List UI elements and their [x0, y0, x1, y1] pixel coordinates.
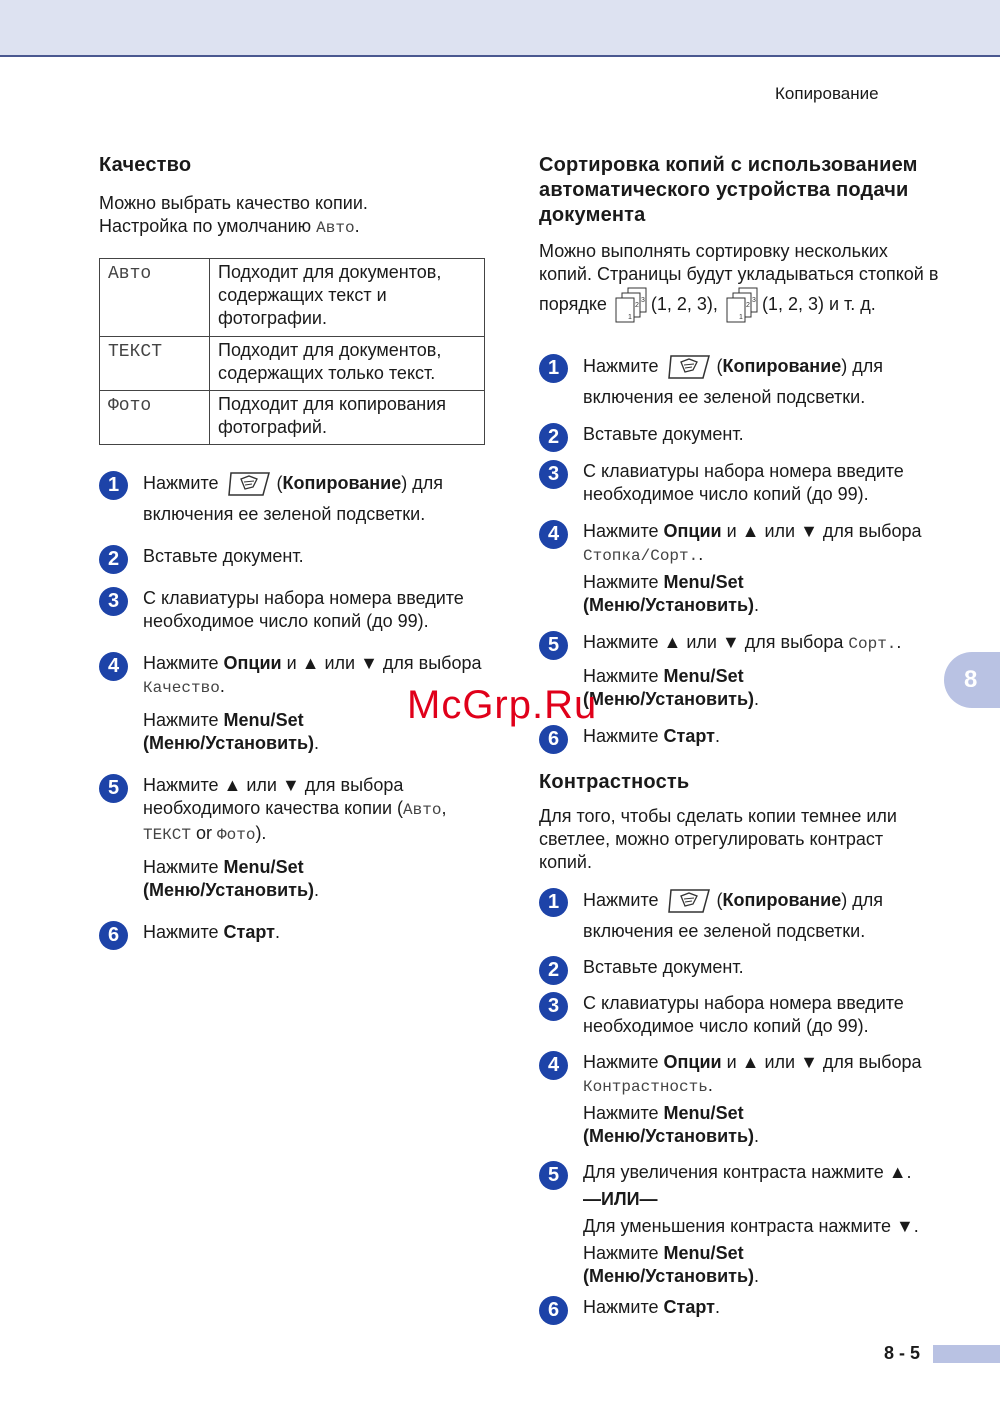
sorting-intro: Можно выполнять сортировку нескольких копий. Страницы будут укладываться стопкой в порядке 3 2 1 (1, 2, 3), 3 2 1 (1, 2, 3) и т. д. [539, 240, 939, 330]
contrast-step-1: 1 Нажмите (Копирование) для включения ее зеленой подсветки. [539, 888, 939, 943]
step-number: 6 [539, 725, 568, 754]
table-row [100, 259, 485, 337]
top-banner [0, 0, 1000, 57]
sorting-section [539, 153, 939, 1319]
step-number: 3 [99, 587, 128, 616]
quality-step-4: 4 Нажмите Опции и ▲ или ▼ для выбора Качество. Нажмите Menu/Set (Меню/Установить). [99, 652, 499, 755]
svg-text:3: 3 [751, 297, 756, 304]
stack-order-icon [614, 286, 650, 330]
quality-title: Качество [99, 154, 192, 176]
step-number: 4 [539, 1051, 568, 1080]
contrast-step-5: 5 Для увеличения контраста нажмите ▲. —ИЛИ— Для уменьшения контраста нажмите ▼. Нажмите Menu/Set (Меню/Установить). [539, 1161, 939, 1288]
sorting-step-3: 3 С клавиатуры набора номера введите необходимое число копий (до 99). [539, 460, 939, 506]
table-cell-desc: Подходит для копирования фотографий. [210, 391, 485, 445]
step-number: 4 [539, 520, 568, 549]
step-number: 1 [99, 471, 128, 500]
sorting-step-2: 2 Вставьте документ. [539, 423, 939, 446]
svg-text:1: 1 [738, 314, 743, 321]
table-cell-desc: Подходит для документов, содержащих текст и фотографии. [210, 259, 485, 337]
table-cell-key: Авто [100, 259, 210, 337]
contrast-step-6: 6 Нажмите Старт. [539, 1296, 939, 1319]
copy-key-icon [227, 471, 271, 503]
quality-table [99, 258, 485, 445]
footer-bar [933, 1345, 1000, 1363]
sorting-step-5: 5 Нажмите ▲ или ▼ для выбора Сорт.. Нажмите Menu/Set (Меню/Установить). [539, 631, 939, 711]
contrast-step-3: 3 С клавиатуры набора номера введите необходимое число копий (до 99). [539, 992, 939, 1038]
step-number: 2 [539, 956, 568, 985]
quality-step-6: 6 Нажмите Старт. [99, 921, 499, 944]
sorting-step-6: 6 Нажмите Старт. [539, 725, 939, 748]
contrast-step-2: 2 Вставьте документ. [539, 956, 939, 979]
svg-text:1: 1 [627, 314, 632, 321]
step-number: 5 [539, 631, 568, 660]
step-number: 4 [99, 652, 128, 681]
quality-step-1: 1 Нажмите (Копирование) для включения ее зеленой подсветки. [99, 471, 499, 526]
quality-step-2: 2 Вставьте документ. [99, 545, 499, 568]
step-number: 1 [539, 354, 568, 383]
table-cell-desc: Подходит для документов, содержащих только текст. [210, 337, 485, 391]
table-cell-key: ТЕКСТ [100, 337, 210, 391]
step-number: 6 [99, 921, 128, 950]
sorting-step-1: 1 Нажмите (Копирование) для включения ее зеленой подсветки. [539, 354, 939, 409]
quality-step-5: 5 Нажмите ▲ или ▼ для выбора необходимого качества копии (Авто, ТЕКСТ or Фото). Нажмите Menu/Set (Меню/Установить). [99, 774, 499, 902]
sorting-step-4: 4 Нажмите Опции и ▲ или ▼ для выбора Стопка/Сорт.. Нажмите Menu/Set (Меню/Установить). [539, 520, 939, 617]
step-number: 3 [539, 992, 568, 1021]
chapter-tab [944, 652, 1000, 708]
table-cell-key: Фото [100, 391, 210, 445]
table-row [100, 391, 485, 445]
copy-key-icon [667, 888, 711, 920]
step-number: 1 [539, 888, 568, 917]
step-number: 5 [99, 774, 128, 803]
svg-text:2: 2 [634, 302, 639, 309]
contrast-title: Контрастность [539, 771, 690, 793]
step-number: 2 [539, 423, 568, 452]
quality-step-3: 3 С клавиатуры набора номера введите необходимое число копий (до 99). [99, 587, 499, 633]
chapter-number: 8 [964, 666, 978, 693]
step-number: 3 [539, 460, 568, 489]
table-row [100, 337, 485, 391]
quality-intro: Можно выбрать качество копии. Настройка по умолчанию Авто. [99, 193, 368, 237]
contrast-step-4: 4 Нажмите Опции и ▲ или ▼ для выбора Контрастность. Нажмите Menu/Set (Меню/Установить). [539, 1051, 939, 1148]
contrast-intro: Для того, чтобы сделать копии темнее или светлее, можно отрегулировать контраст копий. [539, 806, 897, 872]
page-number: 8 - 5 [884, 1343, 921, 1363]
step-number: 2 [99, 545, 128, 574]
step-number: 6 [539, 1296, 568, 1325]
quality-section [99, 153, 499, 944]
step-number: 5 [539, 1161, 568, 1190]
svg-text:3: 3 [640, 297, 645, 304]
running-header: Копирование [775, 84, 879, 103]
watermark-text: McGrp.Ru [407, 683, 598, 727]
sorting-title: Сортировка копий с использованием автоматического устройства подачи документа [539, 154, 918, 226]
svg-text:2: 2 [745, 302, 750, 309]
copy-key-icon [667, 354, 711, 386]
stack-order-icon [725, 286, 761, 330]
